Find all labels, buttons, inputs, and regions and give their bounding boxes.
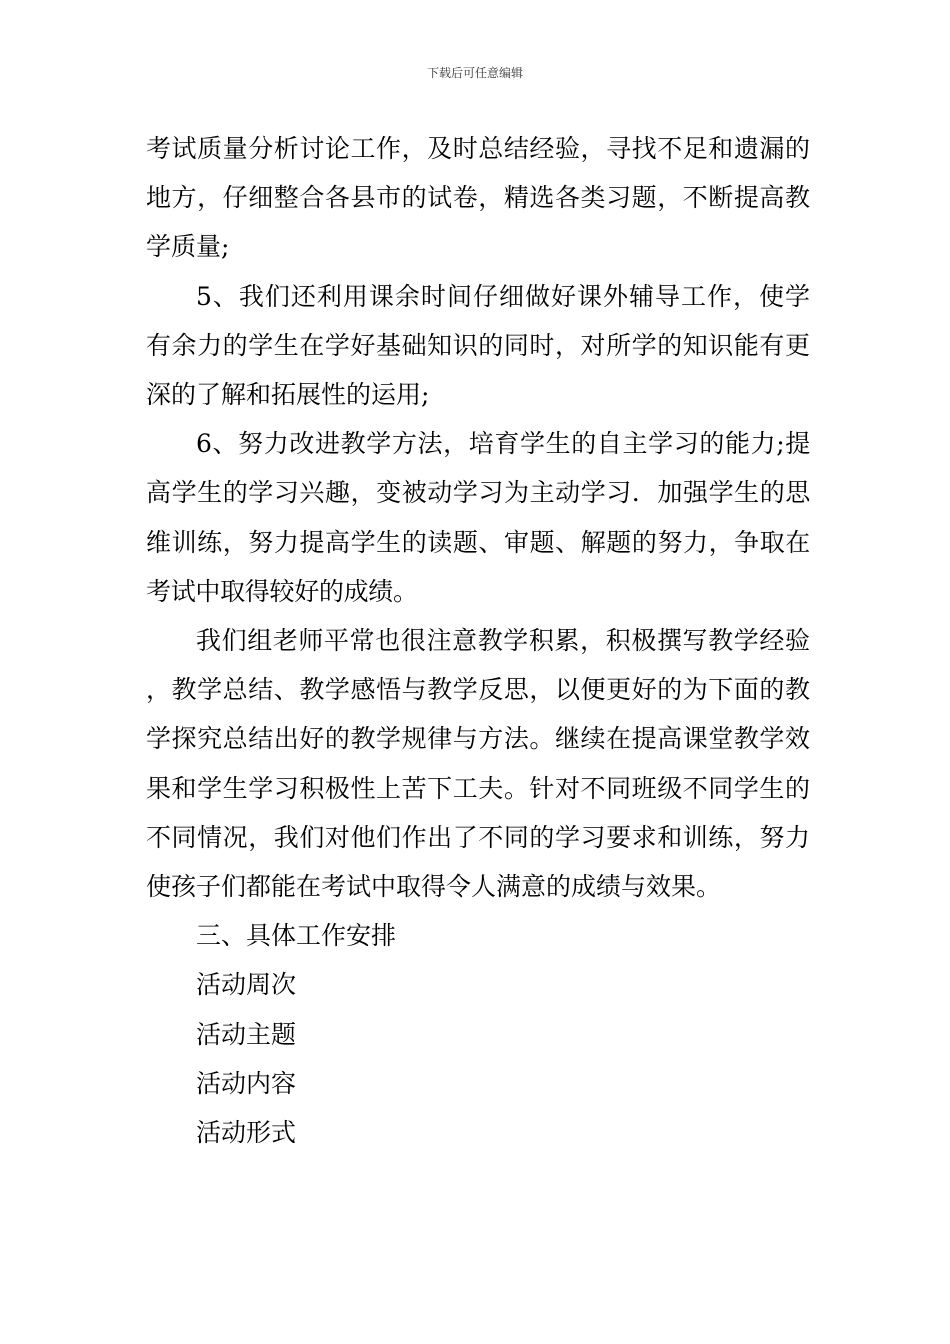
section-heading-work-plan: 三、具体工作安排 bbox=[196, 921, 397, 951]
paragraph-item-6: 6、努力改进教学方法，培育学生的自主学习的能力;提高学生的学习兴趣，变被动学习为主动学习．加强学生的思维训练，努力提高学生的读题、审题、解题的努力，争取在考试中取得较好的成绩。 bbox=[146, 429, 810, 606]
label-activity-theme: 活动主题 bbox=[196, 1019, 297, 1049]
document-body bbox=[146, 124, 810, 1157]
label-activity-content: 活动内容 bbox=[196, 1068, 297, 1098]
page-header: 下载后可任意编辑 bbox=[426, 66, 523, 80]
paragraph-exam-analysis: 考试质量分析讨论工作，及时总结经验，寻找不足和遗漏的地方，仔细整合各县市的试卷，精选各类习题，不断提高教学质量; bbox=[146, 134, 810, 262]
paragraph-item-5: 5、我们还利用课余时间仔细做好课外辅导工作，使学有余力的学生在学好基础知识的同时，对所学的知识能有更深的了解和拓展性的运用; bbox=[146, 281, 810, 410]
label-activity-form: 活动形式 bbox=[196, 1118, 297, 1148]
label-activity-week: 活动周次 bbox=[196, 970, 297, 1000]
paragraph-teacher-accumulation: 我们组老师平常也很注意教学积累，积极撰写教学经验，教学总结、教学感悟与教学反思，以便更好的为下面的教学探究总结出好的教学规律与方法。继续在提高课堂教学效果和学生学习积极性上苦下工夫。针对不同班级不同学生的不同情况，我们对他们作出了不同的学习要求和训练，努力使孩子们都能在考试中取得令人满意的成绩与效果。 bbox=[146, 626, 810, 902]
